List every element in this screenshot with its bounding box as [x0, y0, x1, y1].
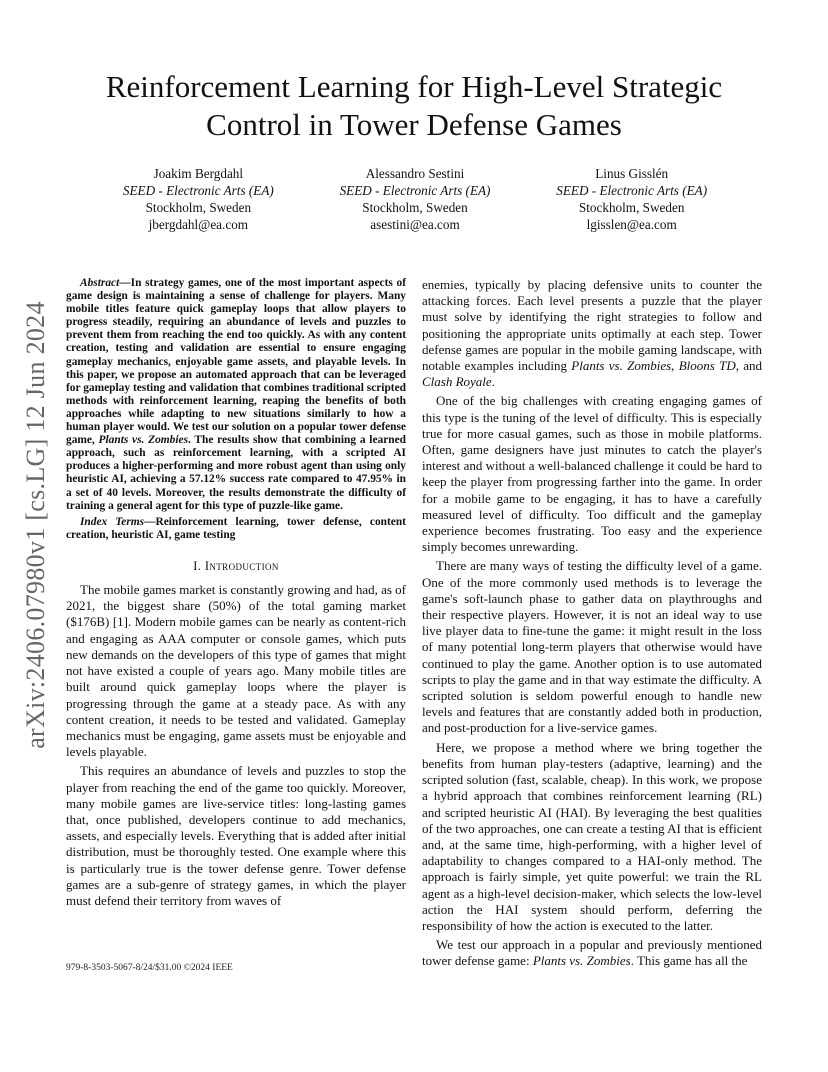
author-affiliation: SEED - Electronic Arts (EA) [556, 183, 708, 198]
intro-paragraph-2: This requires an abundance of levels and puzzles to stop the player from reaching the end of the game too quickly. Moreover, many mobile games are live-service titles: long-lasting games that, once published, developers continue to add mechanics, assets, and especially levels. Everything that is added after initial distribution, must be thoroughly tested. One example where this is particularly true is the tower defense genre. Tower defense games are a sub-genre of strategy games, in which the player must defend their territory from waves of [66, 763, 406, 908]
abstract-text-a: —In strategy games, one of the most important aspects of game design is maintaining a sense of challenge for players. Many mobile titles feature quick gameplay loops that allow players to progress steadily, requiring an abundance of levels and puzzles to prevent them from reaching the end too quickly. As with any content creation, testing and validation are essential to ensure engaging gameplay mechanics, enjoyable game assets, and playable levels. In this paper, we propose an automated approach that can be leveraged for gameplay testing and validation that combines traditional scripted methods with reinforcement learning, reaping the benefits of both approaches while adapting to new situations similarly to how a human player would. We test our solution on a popular tower defense game, [66, 277, 406, 447]
author-block [90, 165, 740, 233]
title-line-1: Reinforcement Learning for High-Level Strategic [105, 69, 723, 104]
game-bloons: Bloons TD [678, 358, 736, 374]
right-p1-text: enemies, typically by placing defensive units to counter the attacking forces. Each level presents a puzzle that the player must solve by identifying the right strategies to follow and positioning the appropriate units optimally at each step. Tower defense games are popular in the mobile gaming landscape, with notable examples including [422, 277, 762, 374]
game-clash: Clash Royale [422, 374, 492, 390]
right-paragraph-3: There are many ways of testing the difficulty level of a game. One of the more commonly used methods is to leverage the game's soft-launch phase to gather data on playthroughs and their respective players. However, it is not an ideal way to use live player data to fine-tune the game: it might result in the loss of many potential long-term players that otherwise would have continued to play the game. Another option is to use automated scripts to play the game and in that way estimate the difficulty. A scripted solution is seldom powerful enough to handle new levels and features that are constantly added both in production, and post-production for a live-service games. [422, 558, 762, 736]
abstract-game-name: Plants vs. Zombies [98, 434, 189, 447]
title-line-2: Control in Tower Defense Games [206, 107, 622, 142]
author-name: Joakim Bergdahl [153, 166, 244, 181]
abstract-label: Abstract [80, 277, 120, 289]
author-affiliation: SEED - Electronic Arts (EA) [339, 183, 491, 198]
game-pvz: Plants vs. Zombies [571, 358, 672, 374]
index-terms-label: Index Terms [80, 515, 145, 528]
right-p5-text-b: . This game has all the [630, 953, 748, 969]
arxiv-sidebar [6, 290, 66, 760]
right-p1-sep-1: , [671, 358, 679, 374]
right-paragraph-1 [422, 277, 762, 390]
author-name: Linus Gisslén [595, 166, 669, 181]
abstract-text-b: . The results show that combining a learned approach, such as reinforcement learning, with a scripted AI produces a higher-performing and more robust agent than using only heuristic AI, achieving a 57.12% success rate compared to 47.95% in a set of 40 levels. Moreover, the results demonstrate the difficulty of training a general agent for this type of puzzle-like game. [66, 434, 406, 512]
right-p1-sep-2: , and [735, 358, 762, 374]
abstract [66, 277, 406, 513]
paper-title [70, 68, 758, 144]
right-paragraph-5 [422, 937, 762, 969]
right-paragraph-4: Here, we propose a method where we bring together the benefits from human play-testers (adaptive, learning) and the scripted solution (fast, scalable, cheap). In this work, we propose a hybrid approach that combines reinforcement learning (RL) and scripted heuristic AI (HAI). By leveraging the best qualities of the two approaches, one can create a testing AI that is efficient and, at the same time, high-performing, with a higher level of adaptability to changes compared to a HAI-only method. The approach is fairly simple, yet quite powerful: we train the RL agent as a high-level decision-maker, which selects the low-level action the HAI system should perform, deferring the responsibility of how the action is executed to the latter. [422, 739, 762, 933]
index-terms-text: —Reinforcement learning, tower defense, content creation, heuristic AI, game testing [66, 515, 406, 541]
author-3 [523, 165, 740, 233]
author-location: Stockholm, Sweden [362, 200, 468, 215]
author-email: jbergdahl@ea.com [148, 217, 249, 232]
author-2 [307, 165, 524, 233]
author-name: Alessandro Sestini [365, 166, 465, 181]
author-email: asestini@ea.com [370, 217, 460, 232]
game-pvz-2: Plants vs. Zombies [532, 953, 631, 969]
author-location: Stockholm, Sweden [145, 200, 252, 215]
section-heading: I. Introduction [193, 558, 279, 573]
author-email: lgisslen@ea.com [586, 217, 677, 232]
intro-paragraph-1: The mobile games market is constantly growing and had, as of 2021, the biggest share (50%) of the total gaming market ($176B) [1]. Modern mobile games can be nearly as content-rich and engaging as AAA computer or console games, which puts new demands on the developers of this type of games that might not have existed a couple of years ago. Many mobile titles are built around quick gameplay loops where the player is progressing through the game at a steady pace. As with any content creation, it needs to be tested and validated. Gameplay mechanics must be engaging, game assets must be enjoyable and levels playable. [66, 582, 407, 760]
right-p5-text-a: We test our approach in a popular and previously mentioned tower defense game: [422, 937, 762, 969]
right-paragraph-2: One of the big challenges with creating engaging games of this type is the tuning of the level of difficulty. This is especially true for more casual games, such as those in mobile platforms. Often, game designers have just minutes to catch the player's interest and without a well-balanced challenge it could be hard to keep the player from progressing farther into the game. In order for a mobile game to be engaging, it has to have a carefully measured level of difficulty. Too difficult and the gameplay experience becomes frustrating. Too easy and the experience simply becomes unrewarding. [422, 393, 762, 555]
author-affiliation: SEED - Electronic Arts (EA) [122, 183, 274, 198]
author-1 [90, 165, 307, 233]
right-p1-end: . [491, 374, 495, 390]
copyright-footer: 979-8-3503-5067-8/24/$31.00 ©2024 IEEE [66, 963, 233, 973]
arxiv-identifier: arXiv:2406.07980v1 [cs.LG] 12 Jun 2024 [21, 301, 50, 749]
index-terms [66, 516, 406, 542]
left-column [66, 277, 406, 909]
right-column [422, 277, 762, 970]
author-location: Stockholm, Sweden [578, 200, 685, 215]
